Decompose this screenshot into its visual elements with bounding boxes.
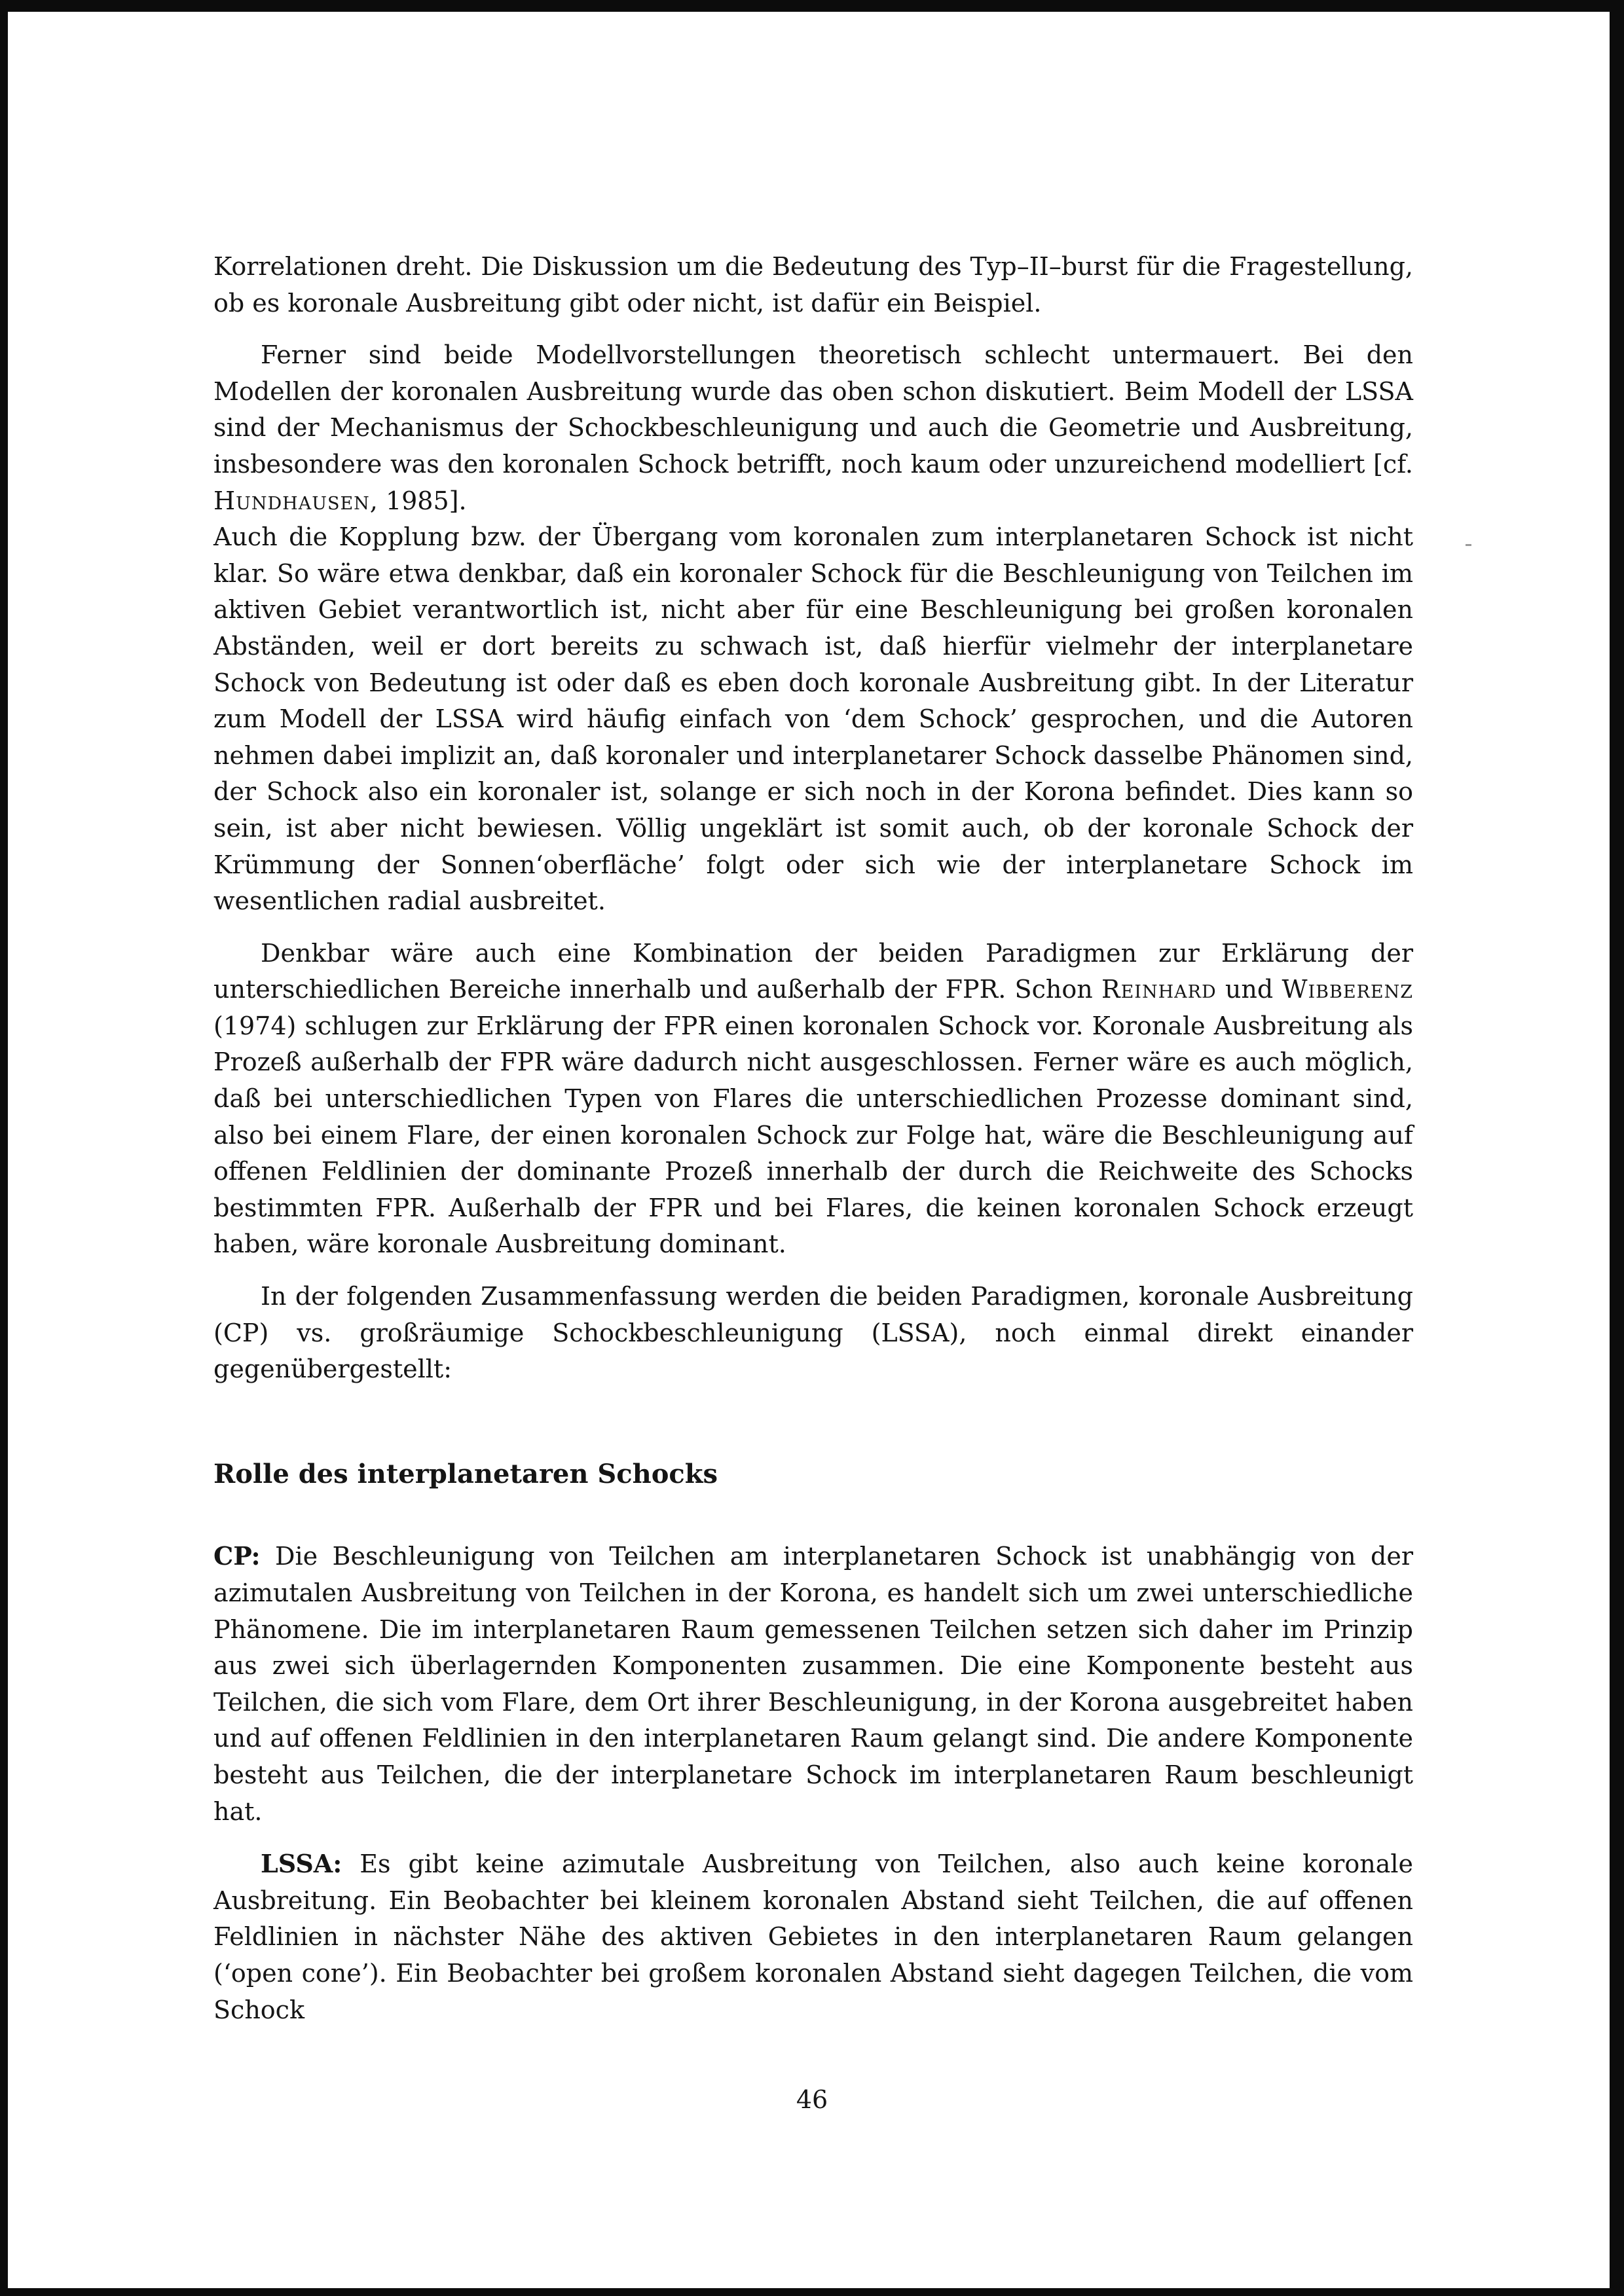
- paragraph-4: [213, 936, 1413, 1263]
- citation-author-reinhard: Reinhard: [1101, 975, 1217, 1004]
- cp-text: Die Beschleunigung von Teilchen am interplanetaren Schock ist unabhängig von der azimutalen Ausbreitung von Teilchen in der Korona, es handelt sich um zwei unterschiedliche Phänomene. Die im interplanetaren Raum gemessenen Teilchen setzen sich daher im Prinzip aus zwei sich überlagernden Komponenten zusammen. Die eine Komponente besteht aus Teilchen, die sich vom Flare, dem Ort ihrer Beschleunigung, in der Korona ausgebreitet haben und auf offenen Feldlinien in den interplanetaren Raum gelangt sind. Die andere Komponente besteht aus Teilchen, die der interplanetare Schock im interplanetaren Raum beschleunigt hat.: [213, 1542, 1413, 1826]
- paragraph-2-text-1: Ferner sind beide Modellvorstellungen theoretisch schlecht untermauert. Bei den Modellen der koronalen Ausbreitung wurde das oben schon diskutiert. Beim Modell der LSSA sind der Mechanismus der Schockbeschleunigung und auch die Geometrie und Ausbreitung, insbesondere was den koronalen Schock betrifft, noch kaum oder unzureichend modelliert [cf.: [213, 340, 1413, 479]
- paragraph-lssa: [213, 1846, 1413, 2028]
- paragraph-4-text-3: (1974) schlugen zur Erklärung der FPR einen koronalen Schock vor. Koronale Ausbreitung als Prozeß außerhalb der FPR wäre dadurch nicht ausgeschlossen. Ferner wäre es auch möglich, daß bei unterschiedlichen Typen von Flares die unterschiedlichen Prozesse dominant sind, also bei einem Flare, der einen koronalen Schock zur Folge hat, wäre die Beschleunigung auf offenen Feldlinien der dominante Prozeß innerhalb der durch die Reichweite des Schocks bestimmten FPR. Außerhalb der FPR und bei Flares, die keinen koronalen Schock erzeugt haben, wäre koronale Ausbreitung dominant.: [213, 1011, 1413, 1259]
- page-body: [213, 249, 1413, 2028]
- paragraph-4-text-2: und: [1216, 975, 1282, 1004]
- section-heading: Rolle des interplanetaren Schocks: [213, 1458, 718, 1489]
- scan-speck: [1466, 544, 1471, 546]
- paragraph-5: In der folgenden Zusammenfassung werden die beiden Paradigmen, koronale Ausbreitung (CP) vs. großräumige Schockbeschleunigung (LSSA), noch einmal direkt einander gegenübergestellt:: [213, 1282, 1413, 1384]
- citation-author-wibberenz: Wibberenz: [1282, 975, 1413, 1004]
- paragraph-3: Auch die Kopplung bzw. der Übergang vom koronalen zum interplanetaren Schock ist nicht klar. So wäre etwa denkbar, daß ein koronaler Schock für die Beschleunigung von Teilchen im aktiven Gebiet verantwortlich ist, nicht aber für eine Beschleunigung bei großen koronalen Abständen, weil er dort bereits zu schwach ist, daß hierfür vielmehr der interplanetare Schock von Bedeutung ist oder daß es eben doch koronale Ausbreitung gibt. In der Literatur zum Modell der LSSA wird häufig einfach von ‘dem Schock’ gesprochen, und die Autoren nehmen dabei implizit an, daß koronaler und interplanetarer Schock dasselbe Phänomen sind, der Schock also ein koronaler ist, solange er sich noch in der Korona befindet. Dies kann so sein, ist aber nicht bewiesen. Völlig ungeklärt ist somit auch, ob der koronale Schock der Krümmung der Sonnen‘oberfläche’ folgt oder sich wie der interplanetare Schock im wesentlichen radial ausbreitet.: [213, 522, 1413, 916]
- cp-label: CP:: [213, 1541, 261, 1571]
- lssa-text: Es gibt keine azimutale Ausbreitung von Teilchen, also auch keine koronale Ausbreitung. Ein Beobachter bei kleinem koronalen Abstand sieht Teilchen, die auf offenen Feldlinien in nächster Nähe des aktiven Gebietes in den interplanetaren Raum gelangen (‘open cone’). Ein Beobachter bei großem koronalen Abstand sieht dagegen Teilchen, die vom Schock: [213, 1850, 1413, 2024]
- page-number: 46: [796, 2085, 828, 2114]
- citation-author-hundhausen: Hundhausen: [213, 486, 370, 515]
- lssa-label: LSSA:: [261, 1849, 342, 1879]
- paragraph-4-text-1: Denkbar wäre auch eine Kombination der beiden Paradigmen zur Erklärung der unterschiedlichen Bereiche innerhalb und außerhalb der FPR. Schon: [213, 938, 1413, 1004]
- paragraph-2-text-2: , 1985].: [369, 486, 467, 515]
- paragraph-cp: [213, 1538, 1413, 1830]
- paragraph-1: Korrelationen dreht. Die Diskussion um die Bedeutung des Typ–II–burst für die Fragestellung, ob es koronale Ausbreitung gibt oder nicht, ist dafür ein Beispiel.: [213, 252, 1413, 318]
- paragraph-2: [213, 337, 1413, 519]
